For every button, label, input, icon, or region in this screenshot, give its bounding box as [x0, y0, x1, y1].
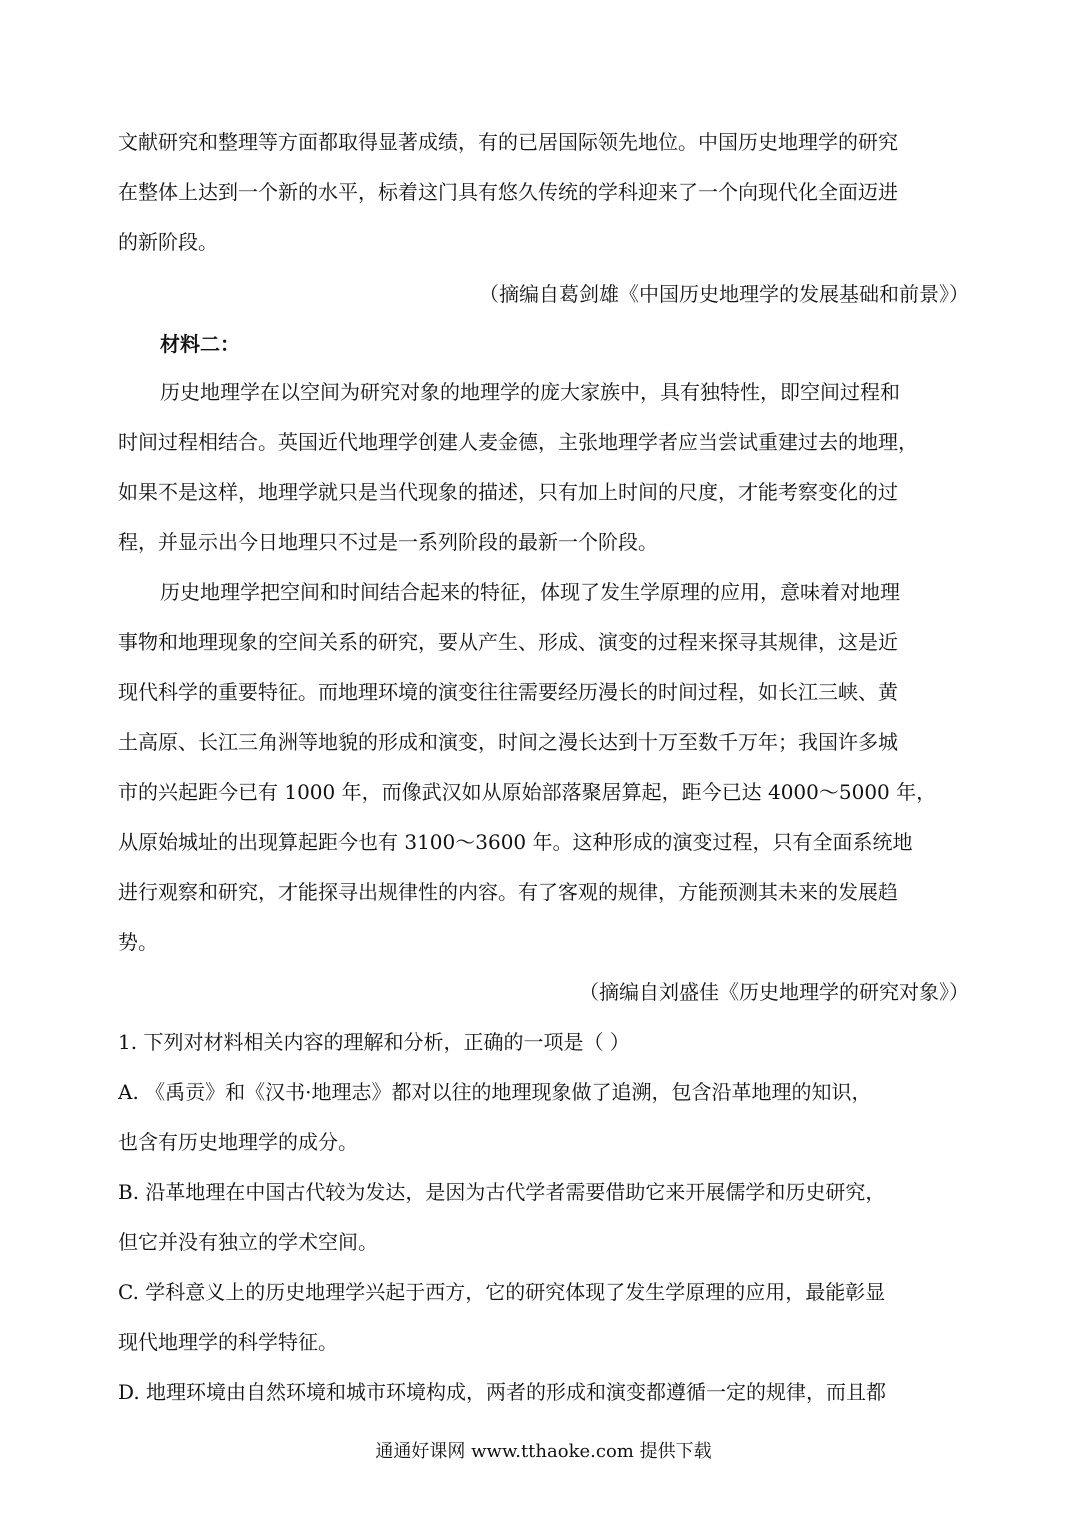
body-text-line: 程，并显示出今日地理只不过是一系列阶段的最新一个阶段。	[118, 530, 658, 554]
option-c-line: C. 学科意义上的历史地理学兴起于西方，它的研究体现了发生学原理的应用，最能彰显	[118, 1280, 886, 1304]
option-d-line: D. 地理环境由自然环境和城市环境构成，两者的形成和演变都遵循一定的规律，而且都	[118, 1380, 887, 1404]
body-text-line: 事物和地理现象的空间关系的研究，要从产生、形成、演变的过程来探寻其规律，这是近	[118, 630, 898, 654]
citation-2: （摘编自刘盛佳《历史地理学的研究对象》）	[579, 980, 969, 1004]
question-stem: 1. 下列对材料相关内容的理解和分析，正确的一项是（ ）	[118, 1030, 630, 1054]
body-text-line: 的新阶段。	[118, 230, 218, 254]
body-text-line: 如果不是这样，地理学就只是当代现象的描述，只有加上时间的尺度，才能考察变化的过	[118, 480, 898, 504]
body-text-line: 市的兴起距今已有 1000 年，而像武汉如从原始部落聚居算起，距今已达 4000～5000 年，	[118, 780, 937, 804]
option-a-line: 也含有历史地理学的成分。	[118, 1130, 358, 1154]
body-text-line: 文献研究和整理等方面都取得显著成绩，有的已居国际领先地位。中国历史地理学的研究	[118, 130, 898, 154]
body-text-line: 势。	[118, 930, 158, 954]
body-text-line: 从原始城址的出现算起距今也有 3100～3600 年。这种形成的演变过程，只有全面系统地	[118, 830, 913, 854]
body-text-line: 历史地理学把空间和时间结合起来的特征，体现了发生学原理的应用，意味着对地理	[160, 580, 900, 604]
body-text-line: 在整体上达到一个新的水平，标着这门具有悠久传统的学科迎来了一个向现代化全面迈进	[118, 180, 898, 204]
option-c-line: 现代地理学的科学特征。	[118, 1330, 338, 1354]
body-text-line: 现代科学的重要特征。而地理环境的演变往往需要经历漫长的时间过程，如长江三峡、黄	[118, 680, 898, 704]
page-footer: 通通好课网 www.tthaoke.com 提供下载	[375, 1441, 712, 1462]
citation-1: （摘编自葛剑雄《中国历史地理学的发展基础和前景》）	[479, 282, 969, 306]
body-text-line: 土高原、长江三角洲等地貌的形成和演变，时间之漫长达到十万至数千万年；我国许多城	[118, 730, 898, 754]
option-b-line: 但它并没有独立的学术空间。	[118, 1230, 378, 1254]
body-text-line: 时间过程相结合。英国近代地理学创建人麦金德，主张地理学者应当尝试重建过去的地理，	[118, 430, 918, 454]
body-text-line: 历史地理学在以空间为研究对象的地理学的庞大家族中，具有独特性，即空间过程和	[160, 380, 900, 404]
option-a-line: A. 《禹贡》和《汉书·地理志》都对以往的地理现象做了追溯，包含沿革地理的知识，	[118, 1080, 872, 1104]
option-b-line: B. 沿革地理在中国古代较为发达，是因为古代学者需要借助它来开展儒学和历史研究，	[118, 1180, 886, 1204]
material-two-heading: 材料二：	[160, 332, 240, 356]
body-text-line: 进行观察和研究，才能探寻出规律性的内容。有了客观的规律，方能预测其未来的发展趋	[118, 880, 898, 904]
